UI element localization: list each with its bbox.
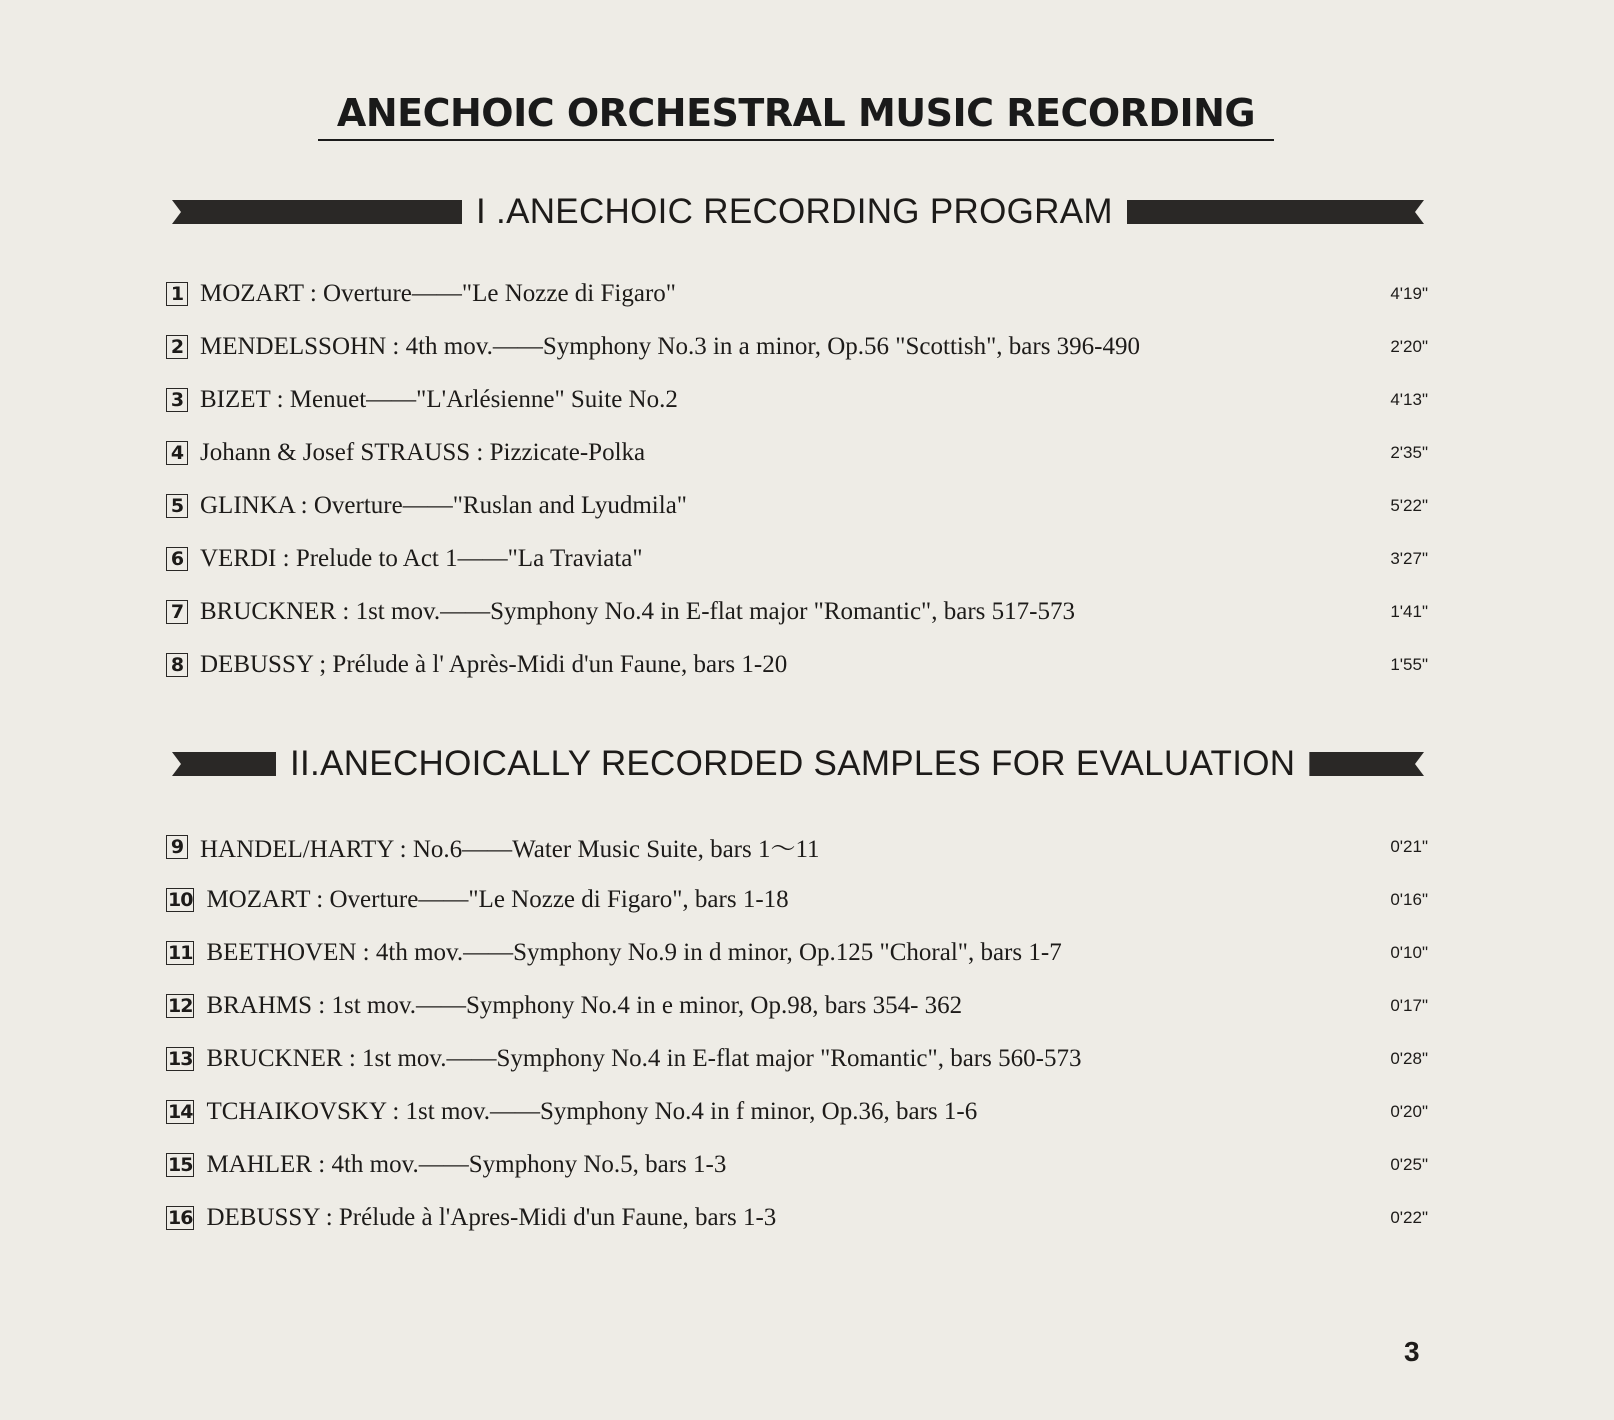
- track-title: MOZART : Overture——"Le Nozze di Figaro", bars 1-18: [206, 885, 789, 913]
- track-row: [166, 320, 1428, 373]
- track-title: DEBUSSY ; Prélude à l' Après-Midi d'un Faune, bars 1-20: [200, 650, 788, 678]
- track-title: BRUCKNER : 1st mov.——Symphony No.4 in E-flat major "Romantic", bars 517-573: [200, 597, 1075, 625]
- track-row: [166, 479, 1428, 532]
- section-header-samples: [172, 742, 1424, 786]
- track-row: [166, 1138, 1428, 1191]
- track-row: [166, 638, 1428, 691]
- track-row: [166, 820, 1428, 873]
- track-duration: 1'41": [1390, 601, 1428, 621]
- track-title: BEETHOVEN : 4th mov.——Symphony No.9 in d minor, Op.125 "Choral", bars 1-7: [206, 938, 1062, 966]
- track-row: [166, 426, 1428, 479]
- track-number: 6: [166, 547, 188, 571]
- track-number: 2: [166, 335, 188, 359]
- section-bar-left: [172, 752, 276, 776]
- track-number: 11: [168, 941, 193, 964]
- track-duration: 5'22": [1390, 495, 1428, 515]
- track-title: MOZART : Overture——"Le Nozze di Figaro": [200, 279, 676, 307]
- track-title: VERDI : Prelude to Act 1——"La Traviata": [200, 544, 643, 572]
- section-bar-right: [1127, 200, 1424, 224]
- track-row: [166, 926, 1428, 979]
- track-title: MAHLER : 4th mov.——Symphony No.5, bars 1-3: [206, 1150, 727, 1178]
- track-row: [166, 1032, 1428, 1085]
- track-number: 15: [168, 1153, 193, 1176]
- page-title: ANECHOIC ORCHESTRAL MUSIC RECORDING: [318, 91, 1274, 141]
- track-duration: 0'16": [1390, 889, 1428, 909]
- track-row: [166, 532, 1428, 585]
- track-duration: 0'21": [1390, 836, 1428, 856]
- track-number: 8: [166, 653, 188, 677]
- track-row: [166, 1085, 1428, 1138]
- track-title: BIZET : Menuet——"L'Arlésienne" Suite No.2: [200, 385, 678, 413]
- page-number: 3: [1404, 1336, 1420, 1367]
- section-title: II.ANECHOICALLY RECORDED SAMPLES FOR EVALUATION: [290, 744, 1296, 783]
- track-duration: 2'35": [1390, 442, 1428, 462]
- track-number: 7: [166, 600, 188, 624]
- track-row: [166, 585, 1428, 638]
- section-bar-left: [172, 200, 462, 224]
- track-duration: 1'55": [1390, 654, 1428, 674]
- track-row: [166, 373, 1428, 426]
- track-duration: 4'13": [1390, 389, 1428, 409]
- track-number: 10: [168, 888, 193, 911]
- track-title: HANDEL/HARTY : No.6——Water Music Suite, bars 1～11: [200, 835, 820, 863]
- track-duration: 2'20": [1390, 336, 1428, 356]
- track-duration: 0'20": [1390, 1101, 1428, 1121]
- track-number: 4: [166, 441, 188, 465]
- section-header-program: [172, 190, 1424, 234]
- track-duration: 3'27": [1390, 548, 1428, 568]
- track-number: 5: [166, 494, 188, 518]
- track-number: 16: [168, 1206, 193, 1229]
- track-row: [166, 873, 1428, 926]
- track-title: BRAHMS : 1st mov.——Symphony No.4 in e minor, Op.98, bars 354- 362: [206, 991, 963, 1019]
- track-duration: 0'25": [1390, 1154, 1428, 1174]
- track-title: MENDELSSOHN : 4th mov.——Symphony No.3 in a minor, Op.56 "Scottish", bars 396-490: [200, 332, 1141, 360]
- track-duration: 0'10": [1390, 942, 1428, 962]
- track-number: 13: [168, 1047, 193, 1070]
- track-number: 3: [166, 388, 188, 412]
- track-row: [166, 1191, 1428, 1244]
- section-title: I .ANECHOIC RECORDING PROGRAM: [476, 192, 1113, 231]
- track-title: BRUCKNER : 1st mov.——Symphony No.4 in E-flat major "Romantic", bars 560-573: [206, 1044, 1082, 1072]
- track-row: [166, 979, 1428, 1032]
- track-title: Johann & Josef STRAUSS : Pizzicate-Polka: [200, 438, 646, 466]
- track-number: 12: [168, 994, 193, 1017]
- track-duration: 4'19": [1390, 283, 1428, 303]
- track-number: 9: [166, 835, 188, 859]
- track-duration: 0'28": [1390, 1048, 1428, 1068]
- track-number: 1: [166, 282, 188, 306]
- track-row: [166, 267, 1428, 320]
- track-title: GLINKA : Overture——"Ruslan and Lyudmila": [200, 491, 687, 519]
- track-duration: 0'17": [1390, 995, 1428, 1015]
- section-bar-right: [1309, 752, 1424, 776]
- track-title: TCHAIKOVSKY : 1st mov.——Symphony No.4 in f minor, Op.36, bars 1-6: [206, 1097, 978, 1125]
- track-title: DEBUSSY : Prélude à l'Apres-Midi d'un Faune, bars 1-3: [206, 1203, 777, 1231]
- track-list-program: [166, 267, 1428, 691]
- track-list-samples: [166, 820, 1428, 1244]
- track-duration: 0'22": [1390, 1207, 1428, 1227]
- track-number: 14: [168, 1100, 193, 1123]
